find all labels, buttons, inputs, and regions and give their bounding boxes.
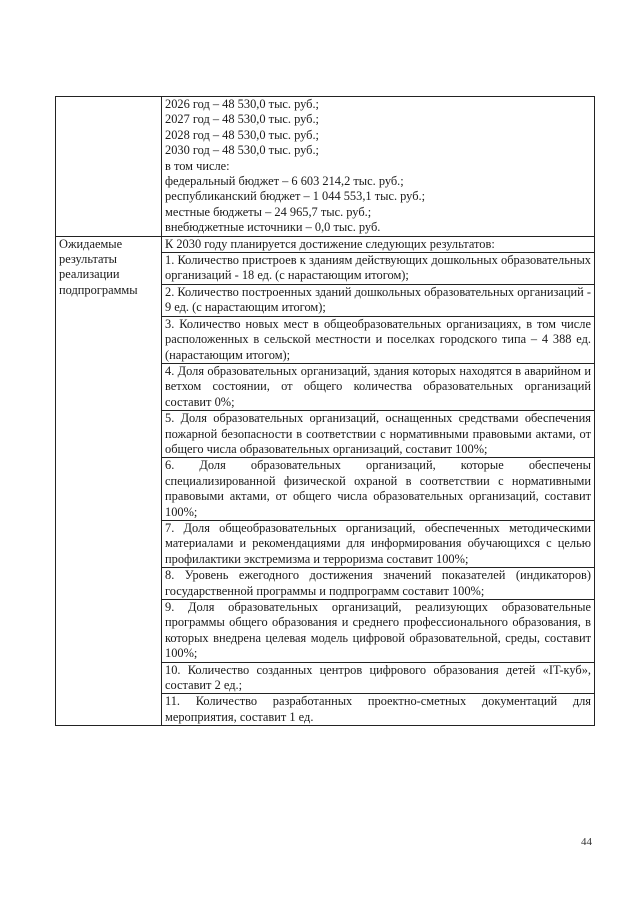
funding-line: 2028 год – 48 530,0 тыс. руб.; bbox=[165, 127, 319, 142]
funding-label-cell bbox=[56, 97, 162, 237]
funding-line: 2027 год – 48 530,0 тыс. руб.; bbox=[165, 112, 319, 127]
funding-line: в том числе: bbox=[165, 158, 230, 173]
funding-line: 2026 год – 48 530,0 тыс. руб.; bbox=[165, 97, 319, 111]
results-intro: К 2030 году планируется достижение следующих результатов: bbox=[162, 237, 594, 253]
results-label: Ожидаемые результаты реализации подпрограммы bbox=[56, 236, 162, 726]
results-row bbox=[56, 236, 595, 726]
funding-line: федеральный бюджет – 6 603 214,2 тыс. руб.; bbox=[165, 174, 404, 189]
result-item: 11. Количество разработанных проектно-сметных документаций для мероприятия, составит 1 ед. bbox=[165, 694, 591, 724]
result-item: 2. Количество построенных зданий дошкольных образовательных организаций - 9 ед. (с нарастающим итогом); bbox=[162, 285, 594, 317]
result-item: 7. Доля общеобразовательных организаций, обеспеченных методическими материалами и рекомендациями для информирования обучающихся с целью профилактики экстремизма и терроризма составит 100%; bbox=[162, 521, 594, 568]
result-item: 5. Доля образовательных организаций, оснащенных средствами обеспечения пожарной безопасности в соответствии с нормативными правовыми актами, от общего числа образовательных организаций, составит 100%; bbox=[162, 411, 594, 458]
result-item: 9. Доля образовательных организаций, реализующих образовательные программы общего образования и среднего профессионального образования, в которых внедрена целевая модель цифровой образовательной, среды, составит 100%; bbox=[162, 600, 594, 663]
results-cell bbox=[162, 236, 595, 726]
result-item: 10. Количество созданных центров цифрового образования детей «IT-куб», составит 2 ед.; bbox=[162, 663, 594, 695]
result-item: 6. Доля образовательных организаций, которые обеспечены специализированной физической охраной в соответствии с нормативными правовыми актами, от общего числа образовательных организаций, составит 100%; bbox=[162, 458, 594, 521]
passport-table bbox=[55, 96, 595, 726]
funding-cell bbox=[162, 97, 595, 237]
funding-line: республиканский бюджет – 1 044 553,1 тыс. руб.; bbox=[165, 189, 426, 204]
funding-line: местные бюджеты – 24 965,7 тыс. руб.; bbox=[165, 204, 372, 219]
funding-row bbox=[56, 97, 595, 237]
result-item: 4. Доля образовательных организаций, здания которых находятся в аварийном и ветхом состоянии, от общего количества образовательных организаций составит 0%; bbox=[162, 364, 594, 411]
funding-line: 2030 год – 48 530,0 тыс. руб.; bbox=[165, 143, 319, 158]
result-item: 1. Количество пристроев к зданиям действующих дошкольных образовательных организаций - 18 ед. (с нарастающим итогом); bbox=[162, 253, 594, 285]
result-item: 3. Количество новых мест в общеобразовательных организациях, в том числе расположенных в сельской местности и поселках городского типа – 4 388 ед. (нарастающим итогом); bbox=[162, 317, 594, 364]
page-number: 44 bbox=[581, 836, 592, 848]
funding-line: внебюджетные источники – 0,0 тыс. руб. bbox=[165, 220, 381, 235]
result-item: 8. Уровень ежегодного достижения значений показателей (индикаторов) государственной программы и подпрограмм составит 100%; bbox=[162, 568, 594, 600]
